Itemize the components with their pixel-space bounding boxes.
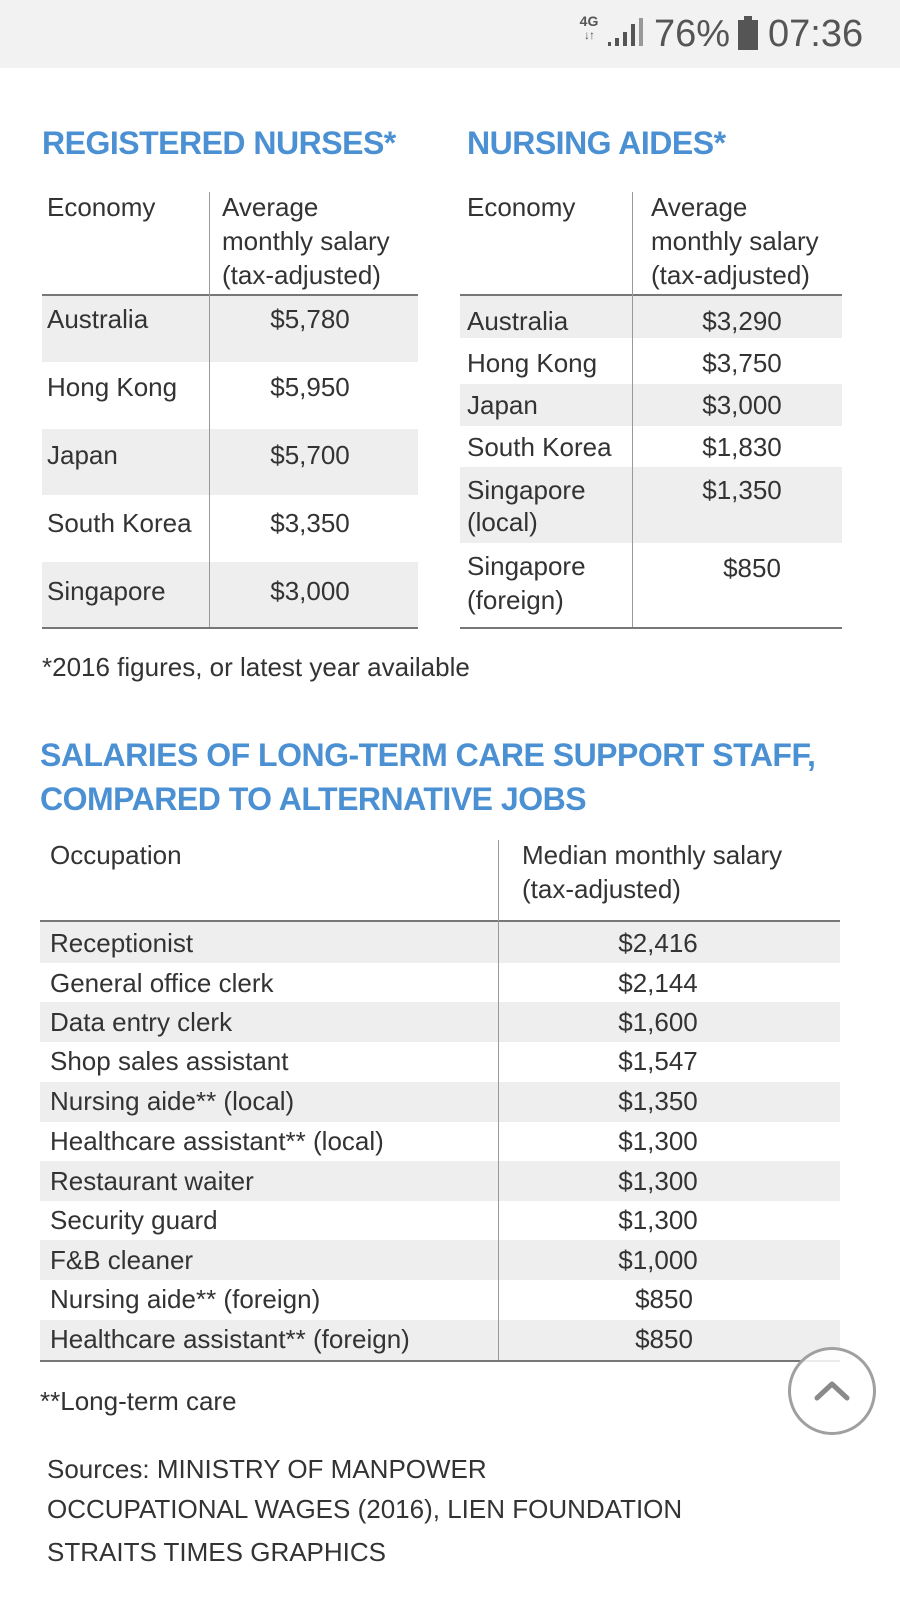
na-economy: Singapore (467, 475, 586, 505)
rn-economy: Hong Kong (47, 372, 178, 402)
ltc-salary: $1,300 (618, 1205, 698, 1235)
ltc-salary: $2,416 (618, 928, 698, 958)
na-salary: $1,830 (702, 432, 782, 462)
ltc-title-line-2: COMPARED TO ALTERNATIVE JOBS (40, 781, 587, 817)
na-economy: Japan (467, 390, 538, 420)
rn-economy: Singapore (47, 576, 166, 606)
na-economy: South Korea (467, 432, 612, 462)
ltc-header-salary-2: (tax-adjusted) (522, 874, 681, 904)
signal-icon (606, 18, 648, 48)
ltc-occupation: General office clerk (50, 968, 274, 998)
ltc-occupation: F&B cleaner (50, 1245, 194, 1275)
network-indicator (578, 14, 600, 42)
ltc-occupation: Security guard (50, 1205, 218, 1235)
ltc-salary: $1,300 (618, 1166, 698, 1196)
divider (42, 627, 418, 629)
rn-economy: South Korea (47, 508, 192, 538)
rn-salary: $5,780 (270, 304, 350, 334)
registered-nurses-title: REGISTERED NURSES* (42, 125, 396, 161)
ltc-occupation: Shop sales assistant (50, 1046, 289, 1076)
ltc-salary: $1,600 (618, 1007, 698, 1037)
ltc-salary: $1,000 (618, 1245, 698, 1275)
rn-header-economy: Economy (47, 192, 156, 222)
ltc-salary: $1,350 (618, 1086, 698, 1116)
ltc-salary: $850 (635, 1324, 693, 1354)
na-economy: Hong Kong (467, 348, 598, 378)
na-salary: $3,000 (702, 390, 782, 420)
column-divider (209, 192, 210, 628)
rn-economy: Japan (47, 440, 118, 470)
ltc-salary: $1,547 (618, 1046, 698, 1076)
ltc-occupation: Data entry clerk (50, 1007, 233, 1037)
na-salary: $850 (723, 553, 781, 583)
ltc-occupation: Nursing aide** (local) (50, 1086, 295, 1116)
nursing-aides-title: NURSING AIDES* (467, 125, 726, 161)
na-header-salary-3: (tax-adjusted) (651, 260, 810, 290)
na-economy-detail: (local) (467, 507, 538, 537)
divider (40, 1360, 840, 1362)
ltc-header-salary-1: Median monthly salary (522, 840, 783, 870)
sources-line-2: OCCUPATIONAL WAGES (2016), LIEN FOUNDATION (47, 1494, 683, 1524)
column-divider (632, 192, 633, 628)
na-header-salary-1: Average (651, 192, 748, 222)
battery-icon (738, 16, 758, 50)
footnote-long-term-care: **Long-term care (40, 1386, 237, 1416)
scroll-to-top-button[interactable] (788, 1347, 876, 1435)
chevron-up-icon (791, 1350, 873, 1432)
ltc-occupation: Nursing aide** (foreign) (50, 1284, 321, 1314)
ltc-occupation: Healthcare assistant** (foreign) (50, 1324, 410, 1354)
rn-header-salary-1: Average (222, 192, 319, 222)
na-salary: $3,290 (702, 306, 782, 336)
ltc-occupation: Receptionist (50, 928, 194, 958)
ltc-salary: $2,144 (618, 968, 698, 998)
data-arrows-icon: ↓↑ (584, 28, 594, 42)
column-divider (498, 840, 499, 1360)
rn-salary: $5,950 (270, 372, 350, 402)
ltc-header-occupation: Occupation (50, 840, 182, 870)
footnote-figures: *2016 figures, or latest year available (42, 652, 470, 682)
clock: 07:36 (768, 13, 864, 55)
status-bar (0, 0, 900, 68)
rn-salary: $5,700 (270, 440, 350, 470)
na-salary: $1,350 (702, 475, 782, 505)
sources-line-1: Sources: MINISTRY OF MANPOWER (47, 1454, 487, 1484)
rn-header-salary-2: monthly salary (222, 226, 390, 256)
sources-line-3: STRAITS TIMES GRAPHICS (47, 1537, 387, 1567)
rn-salary: $3,350 (270, 508, 350, 538)
rn-economy: Australia (47, 304, 149, 334)
ltc-title-line-1: SALARIES OF LONG-TERM CARE SUPPORT STAFF, (40, 737, 816, 773)
ltc-salary: $1,300 (618, 1126, 698, 1156)
rn-header-salary-3: (tax-adjusted) (222, 260, 381, 290)
na-header-economy: Economy (467, 192, 576, 222)
ltc-salary: $850 (635, 1284, 693, 1314)
ltc-occupation: Healthcare assistant** (local) (50, 1126, 384, 1156)
na-economy-detail: (foreign) (467, 585, 564, 615)
network-type: 4G (579, 13, 599, 29)
rn-salary: $3,000 (270, 576, 350, 606)
na-header-salary-2: monthly salary (651, 226, 819, 256)
na-salary: $3,750 (702, 348, 782, 378)
na-economy: Australia (467, 306, 569, 336)
ltc-occupation: Restaurant waiter (50, 1166, 254, 1196)
na-economy: Singapore (467, 551, 586, 581)
battery-percent: 76% (654, 13, 731, 55)
divider (460, 627, 842, 629)
